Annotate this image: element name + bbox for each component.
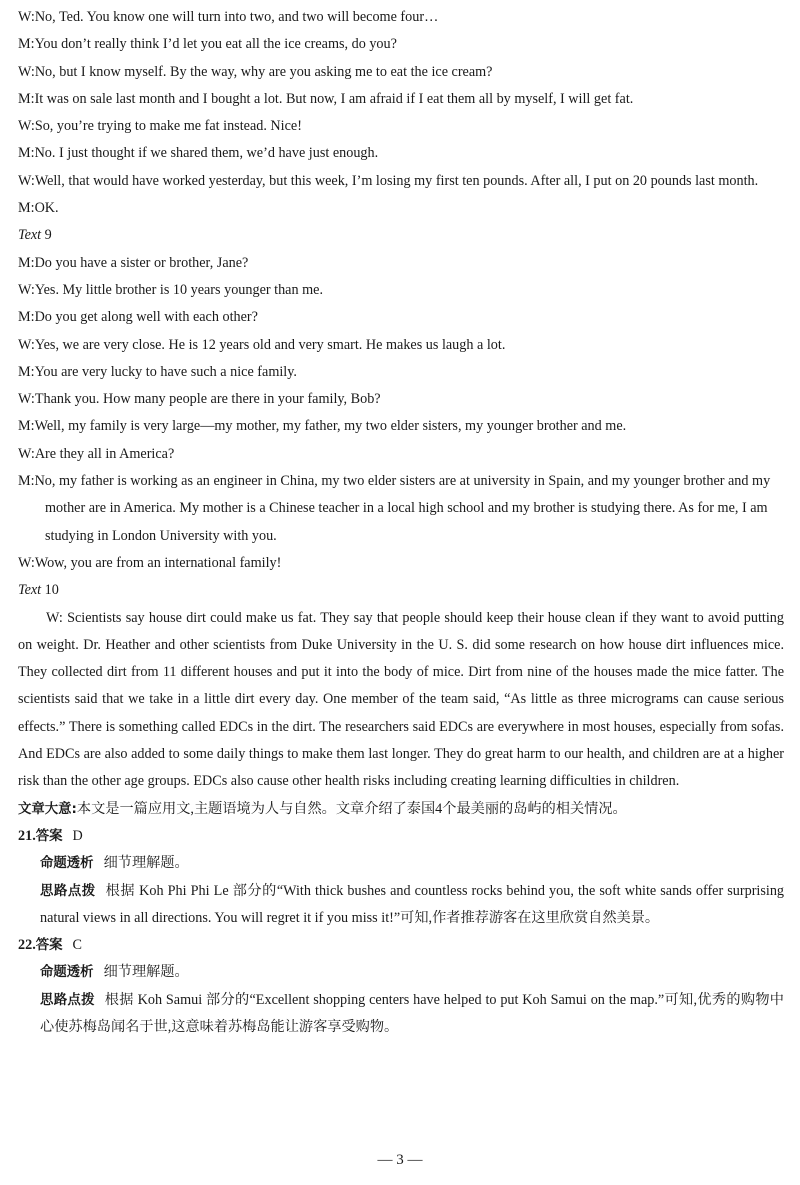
dialogue-line (18, 413, 784, 440)
question-number: 22. (18, 937, 36, 954)
answer-letter: C (72, 937, 82, 954)
dialogue-text: Well, that would have worked yesterday, but this week, I’m losing my first ten pounds. After all, I put on 20 pounds last month. (34, 172, 759, 189)
dialogue-text: Do you have a sister or brother, Jane? (34, 254, 249, 271)
dialogue-line (18, 468, 784, 550)
hint-line (18, 987, 784, 1042)
dialogue-text: No, but I know myself. By the way, why are you asking me to eat the ice cream? (34, 63, 493, 80)
dialogue-line (18, 4, 784, 31)
dialogue-text: Thank you. How many people are there in your family, Bob? (34, 391, 381, 408)
dialogue-text: Do you get along well with each other? (34, 309, 258, 326)
dialogue-line (18, 359, 784, 386)
speaker-label: M: (18, 200, 35, 217)
speaker-label: M: (18, 363, 35, 380)
speaker-label: M: (18, 145, 35, 162)
hint-text: 根据 Koh Samui 部分的“Excellent shopping centers have helped to put Koh Samui on the map.”可知,优秀的购物中心使苏梅岛闻名于世,这意味着苏梅岛能让游客享受购物。 (40, 991, 784, 1035)
hint-text: 根据 Koh Phi Phi Le 部分的“With thick bushes and countless rocks behind you, the soft white sands offer surprising natural views in all directions. You will regret it if you miss it!”可知,作者推荐游客在这里欣赏自然美景。 (40, 882, 784, 926)
dialogue-text: Well, my family is very large—my mother, my father, my two elder sisters, my younger brother and me. (34, 418, 627, 435)
monologue-paragraph (18, 605, 784, 796)
paragraph-text: Scientists say house dirt could make us fat. They say that people should keep their house clean if they want to avoid putting on weight. Dr. Heather and other scientists from Duke University in the U. S. did some research on how house dirt influences mice. They collected dirt from 11 different houses and put it into the body of mice. Dirt from nine of the houses made the mice fatter. The scientists said that we take in a little dirt every day. One member of the team said, “As little as three micrograms can cause serious effects.” There is something called EDCs in the dirt. The researchers said EDCs are everywhere in most houses, especially from sofas. And EDCs are also added to some daily things to make them last longer. They do great harm to our health, and children are at a higher risk than the other age groups. EDCs also cause other health risks including creating learning difficulties in children. (18, 609, 784, 790)
dialogue-text: No, Ted. You know one will turn into two, and two will become four… (34, 9, 439, 25)
dialogue-line (18, 441, 784, 468)
dialogue-line (18, 250, 784, 277)
dialogue-line (18, 113, 784, 140)
summary-text: 本文是一篇应用文,主题语境为人与自然。文章介绍了泰国4个最美丽的岛屿的相关情况。 (76, 800, 627, 817)
dialogue-line (18, 332, 784, 359)
dialogue-text: You don’t really think I’d let you eat all the ice creams, do you? (34, 36, 397, 53)
speaker-label: W: (18, 281, 35, 298)
speaker-label: W: (18, 9, 35, 25)
speaker-label: M: (18, 254, 35, 271)
answer-heading (18, 932, 784, 959)
speaker-label: W: (46, 609, 63, 626)
answer-block (18, 932, 784, 1041)
speaker-label: W: (18, 336, 35, 353)
page-number: — 3 — (377, 1152, 423, 1168)
section-heading-text9 (18, 222, 784, 249)
dialogue-text: You are very lucky to have such a nice family. (34, 363, 297, 380)
answer-label: 答案 (35, 828, 63, 844)
speaker-label: W: (18, 445, 35, 462)
analysis-tag: 命题透析 (40, 856, 94, 872)
dialogue-text: Yes. My little brother is 10 years younger than me. (34, 281, 323, 298)
dialogue-text: Are they all in America? (34, 445, 175, 462)
heading-number: 9 (44, 227, 52, 244)
section-heading-text10 (18, 577, 784, 604)
speaker-label: W: (18, 554, 35, 571)
hint-tag: 思路点拨 (40, 883, 96, 899)
analysis-text: 细节理解题。 (103, 855, 189, 872)
answer-label: 答案 (35, 938, 63, 954)
heading-label: Text (18, 227, 42, 244)
hint-line (18, 878, 784, 933)
document-page (18, 4, 784, 1041)
heading-label: Text (18, 582, 42, 599)
dialogue-block (18, 4, 784, 222)
dialogue-text: No, my father is working as an engineer in China, my two elder sisters are at university in Spain, and my younger brother and my mother are in America. My mother is a Chinese teacher in a local high school and my brother is studying there. As for me, I am studying in London University with you. (34, 473, 771, 544)
question-number: 21. (18, 827, 36, 844)
dialogue-line (18, 386, 784, 413)
dialogue-text: So, you’re trying to make me fat instead. Nice! (34, 118, 302, 135)
speaker-label: M: (18, 36, 35, 53)
dialogue-line (18, 550, 784, 577)
speaker-label: M: (18, 90, 35, 107)
answer-heading (18, 823, 784, 850)
speaker-label: W: (18, 118, 35, 135)
analysis-line (18, 850, 784, 877)
text9-dialogue (18, 250, 784, 578)
dialogue-line (18, 59, 784, 86)
dialogue-line (18, 277, 784, 304)
analysis-text: 细节理解题。 (103, 964, 189, 981)
dialogue-line (18, 195, 784, 222)
answer-letter: D (72, 827, 83, 844)
dialogue-line (18, 168, 784, 195)
summary-label: 文章大意: (18, 801, 77, 817)
speaker-label: W: (18, 391, 35, 408)
speaker-label: W: (18, 63, 35, 80)
speaker-label: W: (18, 172, 35, 189)
hint-tag: 思路点拨 (40, 992, 95, 1008)
heading-number: 10 (44, 582, 59, 599)
speaker-label: M: (18, 473, 35, 490)
article-summary (18, 796, 784, 823)
dialogue-text: Wow, you are from an international family! (34, 554, 282, 571)
analysis-tag: 命题透析 (40, 965, 94, 981)
dialogue-text: No. I just thought if we shared them, we’d have just enough. (34, 145, 379, 162)
dialogue-line (18, 86, 784, 113)
answer-block (18, 823, 784, 932)
dialogue-text: OK. (34, 200, 59, 217)
dialogue-line (18, 304, 784, 331)
speaker-label: M: (18, 418, 35, 435)
dialogue-line (18, 140, 784, 167)
dialogue-line (18, 31, 784, 58)
dialogue-text: It was on sale last month and I bought a lot. But now, I am afraid if I eat them all by myself, I will get fat. (34, 90, 634, 107)
analysis-line (18, 959, 784, 986)
speaker-label: M: (18, 309, 35, 326)
dialogue-text: Yes, we are very close. He is 12 years old and very smart. He makes us laugh a lot. (34, 336, 506, 353)
